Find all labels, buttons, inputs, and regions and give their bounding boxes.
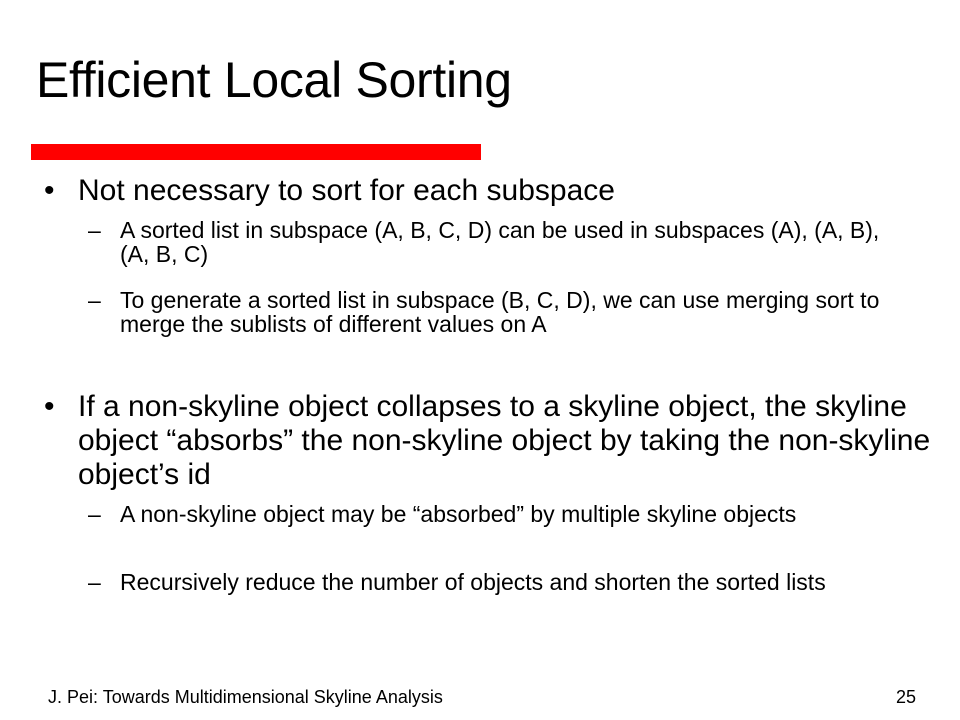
bullet-2 [44, 390, 938, 492]
sub-bullet-2-2 [88, 569, 910, 595]
sub-bullet-1-1-text: A sorted list in subspace (A, B, C, D) can be used in subspaces (A), (A, B), (A, B, C) [120, 217, 880, 267]
dash-icon: – [88, 287, 101, 313]
dash-icon: – [88, 569, 101, 595]
footer-citation: J. Pei: Towards Multidimensional Skyline Analysis [48, 687, 443, 707]
slide-footer [0, 674, 960, 720]
title-underline-bar [31, 144, 481, 160]
sub-bullet-2-1-text: A non-skyline object may be “absorbed” by multiple skyline objects [120, 501, 797, 527]
sub-bullet-1-2 [88, 287, 910, 337]
sub-bullet-2-1 [88, 501, 910, 527]
bullet-2-text: If a non-skyline object collapses to a skyline object, the skyline object “absorbs” the non-skyline object by taking the non-skyline object’s id [78, 390, 931, 491]
sub-bullet-2-2-text: Recursively reduce the number of objects and shorten the sorted lists [120, 569, 826, 595]
sub-bullet-1-2-text: To generate a sorted list in subspace (B, C, D), we can use merging sort to merge the sublists of different values on A [120, 287, 880, 337]
bullet-1-text: Not necessary to sort for each subspace [78, 174, 615, 207]
dash-icon: – [88, 217, 101, 243]
bullet-dot-icon: • [44, 390, 55, 423]
slide-title: Efficient Local Sorting [36, 52, 512, 108]
bullet-1 [44, 174, 938, 208]
dash-icon: – [88, 501, 101, 527]
page-number: 25 [895, 687, 916, 707]
sub-bullet-1-1 [88, 217, 910, 267]
bullet-dot-icon: • [44, 174, 55, 207]
